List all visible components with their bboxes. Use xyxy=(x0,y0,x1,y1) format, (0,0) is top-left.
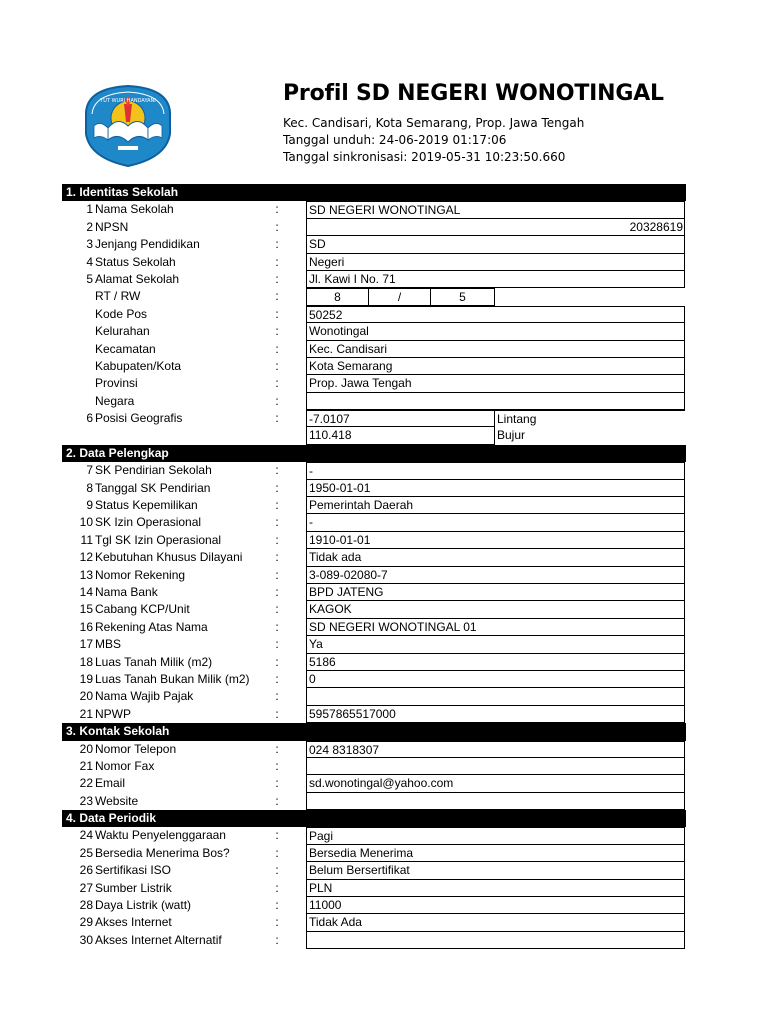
row-negara xyxy=(62,393,686,410)
value-cell: Kec. Candisari xyxy=(306,341,685,358)
row-npsn xyxy=(62,219,686,236)
row-number: 25 xyxy=(79,845,93,860)
row-number: 24 xyxy=(79,828,93,843)
colon: : xyxy=(275,741,279,756)
row-alamat xyxy=(62,271,686,288)
table-row xyxy=(62,497,686,514)
row-label: Bersedia Menerima Bos? xyxy=(95,845,230,860)
row-label: Sumber Listrik xyxy=(95,880,172,895)
value-cell xyxy=(306,393,685,410)
value-cell: KAGOK xyxy=(306,601,685,618)
row-label: Nomor Fax xyxy=(95,758,155,773)
row-label: Provinsi xyxy=(95,376,138,391)
row-number: 27 xyxy=(79,880,93,895)
table-row xyxy=(62,741,686,758)
colon: : xyxy=(275,776,279,791)
row-number: 5 xyxy=(86,271,93,286)
row-label: RT / RW xyxy=(95,289,141,304)
colon: : xyxy=(275,393,279,408)
row-number: 15 xyxy=(79,602,93,617)
value-cell: Wonotingal xyxy=(306,323,685,340)
school-address-line: Kec. Candisari, Kota Semarang, Prop. Jawa Tengah xyxy=(283,116,585,130)
colon: : xyxy=(275,237,279,252)
table-row xyxy=(62,897,686,914)
row-number: 16 xyxy=(79,619,93,634)
row-label: MBS xyxy=(95,637,122,652)
value-cell: Pagi xyxy=(306,827,685,844)
row-jenjang xyxy=(62,236,686,253)
table-row xyxy=(62,793,686,810)
row-label: Luas Tanah Milik (m2) xyxy=(95,654,213,669)
table-row xyxy=(62,932,686,949)
value-cell: 5957865517000 xyxy=(306,706,685,723)
row-kode-pos xyxy=(62,306,686,323)
row-label: Status Sekolah xyxy=(95,254,176,269)
longitude-unit: Bujur xyxy=(497,428,526,443)
table-row xyxy=(62,827,686,844)
row-label: Negara xyxy=(95,393,135,408)
row-number: 29 xyxy=(79,915,93,930)
colon: : xyxy=(275,758,279,773)
table-row xyxy=(62,462,686,479)
colon: : xyxy=(275,671,279,686)
colon: : xyxy=(275,306,279,321)
row-label: NPSN xyxy=(95,219,129,234)
value-cell: Tidak ada xyxy=(306,549,685,566)
value-cell: 1950-01-01 xyxy=(306,480,685,497)
colon: : xyxy=(275,480,279,495)
table-row xyxy=(62,688,686,705)
longitude-value: 110.418 xyxy=(306,427,495,444)
value-cell: 20328619 xyxy=(306,219,685,236)
value-cell: sd.wonotingal@yahoo.com xyxy=(306,775,685,792)
row-label: Nama Bank xyxy=(95,584,158,599)
row-label: Jenjang Pendidikan xyxy=(95,237,200,252)
section-header-kontak: 3. Kontak Sekolah xyxy=(62,723,686,740)
page-title: Profil SD NEGERI WONOTINGAL xyxy=(283,81,664,106)
colon: : xyxy=(275,654,279,669)
value-cell: - xyxy=(306,514,685,531)
value-cell: Prop. Jawa Tengah xyxy=(306,375,685,392)
colon: : xyxy=(275,202,279,217)
row-number: 11 xyxy=(80,532,93,547)
colon: : xyxy=(275,254,279,269)
row-kabupaten xyxy=(62,358,686,375)
value-cell xyxy=(306,758,685,775)
value-cell: Belum Bersertifikat xyxy=(306,862,685,879)
row-posisi-geografis-lon xyxy=(62,427,686,444)
colon: : xyxy=(275,341,279,356)
value-cell: SD xyxy=(306,236,685,253)
row-number: 8 xyxy=(86,480,93,495)
row-number: 7 xyxy=(86,463,93,478)
colon: : xyxy=(275,411,279,426)
colon: : xyxy=(275,689,279,704)
pelengkap-rows xyxy=(62,462,686,723)
row-number: 23 xyxy=(79,793,93,808)
row-number: 3 xyxy=(86,237,93,252)
row-label: Kabupaten/Kota xyxy=(95,358,182,373)
colon: : xyxy=(275,584,279,599)
value-cell: 024 8318307 xyxy=(306,741,685,758)
value-cell: PLN xyxy=(306,880,685,897)
row-label: Waktu Penyelenggaraan xyxy=(95,828,226,843)
colon: : xyxy=(275,828,279,843)
rt-rw-separator: / xyxy=(369,288,431,305)
colon: : xyxy=(275,289,279,304)
latitude-value: -7.0107 xyxy=(306,410,495,427)
colon: : xyxy=(275,898,279,913)
value-cell: BPD JATENG xyxy=(306,584,685,601)
table-row xyxy=(62,514,686,531)
row-number: 1 xyxy=(86,202,93,217)
row-label: Kode Pos xyxy=(95,306,148,321)
value-cell: 3-089-02080-7 xyxy=(306,567,685,584)
table-row xyxy=(62,862,686,879)
colon: : xyxy=(275,793,279,808)
table-row xyxy=(62,775,686,792)
row-label: Akses Internet xyxy=(95,915,172,930)
row-label: Kecamatan xyxy=(95,341,156,356)
colon: : xyxy=(275,880,279,895)
row-number: 4 xyxy=(86,254,93,269)
table-row xyxy=(62,480,686,497)
svg-text:TUT WURI HANDAYANI: TUT WURI HANDAYANI xyxy=(100,98,156,104)
value-cell: Tidak Ada xyxy=(306,914,685,931)
colon: : xyxy=(275,463,279,478)
section-header-identitas: 1. Identitas Sekolah xyxy=(62,184,686,201)
row-number: 26 xyxy=(79,863,93,878)
rt-cell: 8 xyxy=(306,288,369,305)
row-kecamatan xyxy=(62,341,686,358)
colon: : xyxy=(275,863,279,878)
table-row xyxy=(62,532,686,549)
row-label: Nomor Rekening xyxy=(95,567,186,582)
table-row xyxy=(62,880,686,897)
row-nama-sekolah xyxy=(62,201,686,218)
row-label: Kebutuhan Khusus Dilayani xyxy=(95,550,243,565)
value-cell: Jl. Kawi I No. 71 xyxy=(306,271,685,288)
row-number: 21 xyxy=(79,758,93,773)
colon: : xyxy=(275,532,279,547)
colon: : xyxy=(275,932,279,947)
row-posisi-geografis xyxy=(62,410,686,427)
row-label: Akses Internet Alternatif xyxy=(95,932,222,947)
table-row xyxy=(62,654,686,671)
value-cell: Pemerintah Daerah xyxy=(306,497,685,514)
colon: : xyxy=(275,845,279,860)
table-row xyxy=(62,845,686,862)
table-row xyxy=(62,619,686,636)
kontak-rows xyxy=(62,741,686,811)
table-row xyxy=(62,549,686,566)
colon: : xyxy=(275,324,279,339)
colon: : xyxy=(275,567,279,582)
periodik-rows xyxy=(62,827,686,949)
table-row xyxy=(62,584,686,601)
value-cell: SD NEGERI WONOTINGAL xyxy=(306,201,685,218)
section-header-pelengkap: 2. Data Pelengkap xyxy=(62,445,686,462)
value-cell: Bersedia Menerima xyxy=(306,845,685,862)
value-cell: 0 xyxy=(306,671,685,688)
table-row xyxy=(62,601,686,618)
value-cell: 5186 xyxy=(306,654,685,671)
row-label: Nama Sekolah xyxy=(95,202,174,217)
rw-cell: 5 xyxy=(431,288,495,305)
tut-wuri-handayani-logo xyxy=(78,82,178,168)
row-number: 22 xyxy=(79,776,93,791)
colon: : xyxy=(275,637,279,652)
row-number: 12 xyxy=(79,550,93,565)
colon: : xyxy=(275,376,279,391)
value-cell xyxy=(306,793,685,810)
row-label: Posisi Geografis xyxy=(95,411,183,426)
row-label: NPWP xyxy=(95,706,131,721)
value-cell: 11000 xyxy=(306,897,685,914)
value-cell: - xyxy=(306,462,685,479)
row-label: Daya Listrik (watt) xyxy=(95,898,192,913)
sync-date: Tanggal sinkronisasi: 2019-05-31 10:23:50.660 xyxy=(283,150,566,164)
colon: : xyxy=(275,550,279,565)
download-date: Tanggal unduh: 24-06-2019 01:17:06 xyxy=(283,133,507,147)
profile-table xyxy=(62,184,686,949)
row-number: 19 xyxy=(79,671,93,686)
colon: : xyxy=(275,498,279,513)
row-label: Cabang KCP/Unit xyxy=(95,602,190,617)
row-number: 17 xyxy=(79,637,93,652)
row-label: Nomor Telepon xyxy=(95,741,177,756)
row-number: 20 xyxy=(79,741,93,756)
row-status-sekolah xyxy=(62,254,686,271)
row-label: Rekening Atas Nama xyxy=(95,619,208,634)
row-number: 6 xyxy=(86,411,93,426)
row-number: 10 xyxy=(79,515,93,530)
row-label: SK Izin Operasional xyxy=(95,515,202,530)
colon: : xyxy=(275,619,279,634)
colon: : xyxy=(275,602,279,617)
row-label: Tgl SK Izin Operasional xyxy=(95,532,222,547)
row-number: 9 xyxy=(86,498,93,513)
colon: : xyxy=(275,515,279,530)
row-label: Email xyxy=(95,776,126,791)
table-row xyxy=(62,758,686,775)
table-row xyxy=(62,567,686,584)
row-label: Alamat Sekolah xyxy=(95,271,180,286)
row-label: Sertifikasi ISO xyxy=(95,863,172,878)
colon: : xyxy=(275,915,279,930)
value-cell: 1910-01-01 xyxy=(306,532,685,549)
table-row xyxy=(62,671,686,688)
latitude-unit: Lintang xyxy=(495,410,685,427)
row-number: 18 xyxy=(79,654,93,669)
row-number: 30 xyxy=(79,932,93,947)
colon: : xyxy=(275,271,279,286)
table-row xyxy=(62,914,686,931)
colon: : xyxy=(275,358,279,373)
value-cell: Kota Semarang xyxy=(306,358,685,375)
value-cell xyxy=(306,688,685,705)
value-cell: SD NEGERI WONOTINGAL 01 xyxy=(306,619,685,636)
row-label: Luas Tanah Bukan Milik (m2) xyxy=(95,671,250,686)
row-number: 14 xyxy=(79,584,93,599)
section-header-periodik: 4. Data Periodik xyxy=(62,810,686,827)
row-label: Kelurahan xyxy=(95,324,150,339)
row-provinsi xyxy=(62,375,686,392)
value-cell xyxy=(306,932,685,949)
table-row xyxy=(62,636,686,653)
table-row xyxy=(62,706,686,723)
value-cell: Ya xyxy=(306,636,685,653)
colon: : xyxy=(275,219,279,234)
row-rt-rw xyxy=(62,288,686,305)
row-label: Tanggal SK Pendirian xyxy=(95,480,211,495)
row-number: 21 xyxy=(79,706,93,721)
row-label: SK Pendirian Sekolah xyxy=(95,463,212,478)
row-kelurahan xyxy=(62,323,686,340)
colon: : xyxy=(275,706,279,721)
row-label: Website xyxy=(95,793,139,808)
row-number: 28 xyxy=(79,898,93,913)
value-cell: Negeri xyxy=(306,254,685,271)
row-number: 13 xyxy=(79,567,93,582)
row-label: Nama Wajib Pajak xyxy=(95,689,194,704)
row-number: 20 xyxy=(79,689,93,704)
value-cell: 50252 xyxy=(306,306,685,323)
row-number: 2 xyxy=(86,219,93,234)
row-label: Status Kepemilikan xyxy=(95,498,198,513)
